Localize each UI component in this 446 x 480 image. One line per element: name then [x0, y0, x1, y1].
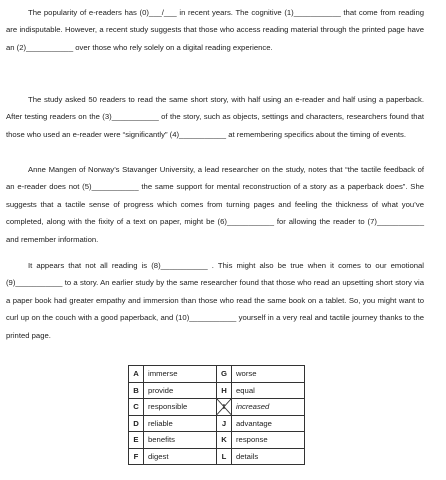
option-word: details [232, 448, 305, 465]
option-letter: C [129, 399, 144, 416]
word-bank-row [129, 415, 305, 432]
crossed-out-letter [217, 399, 232, 416]
option-letter: L [217, 448, 232, 465]
option-word: reliable [144, 415, 217, 432]
word-bank-row [129, 448, 305, 465]
option-word: responsible [144, 399, 217, 416]
option-word: provide [144, 382, 217, 399]
option-word: advantage [232, 415, 305, 432]
option-word: digest [144, 448, 217, 465]
option-letter: A [129, 366, 144, 383]
option-letter: B [129, 382, 144, 399]
passage-paragraph-3 [6, 161, 424, 248]
passage-paragraph-2 [6, 91, 424, 143]
cross-out-mark-icon [217, 399, 231, 415]
paragraph-text: It appears that not all reading is (8)___________ . This might also be true when it comes to our emotional (9)___________ to a story. An earlier study by the same researcher found that those who read an upsetting short story via a paper book had greater empathy and immersion than those who read the same book on a tablet. So, you might want to curl up on the couch with a good paperback, and (10)___________ yourself in a very real and tactile journey thanks to the printed page. [6, 261, 424, 340]
passage-paragraph-4 [6, 257, 424, 344]
word-bank-table [128, 365, 305, 465]
option-word: immerse [144, 366, 217, 383]
option-word: increased [232, 399, 305, 416]
option-letter: K [217, 432, 232, 449]
option-letter: F [129, 448, 144, 465]
word-bank-row [129, 382, 305, 399]
word-bank-row [129, 432, 305, 449]
option-letter: H [217, 382, 232, 399]
passage-paragraph-1 [6, 4, 424, 56]
paragraph-text: The study asked 50 readers to read the same short story, with half using an e-reader and half using a paperback. After testing readers on the (3)___________ of the story, such as objects, settings and characters, researchers found that those who used an e-reader were “significantly” (4)___________ at remembering specifics about the timing of events. [6, 95, 424, 139]
word-bank-row [129, 366, 305, 383]
option-letter: G [217, 366, 232, 383]
option-letter: E [129, 432, 144, 449]
paragraph-text: Anne Mangen of Norway’s Stavanger University, a lead researcher on the study, notes that “the tactile feedback of an e-reader does not (5)___________ the same support for mental reconstruction of a story as a paperback does”. She suggests that a tactile sense of progress which comes from turning pages and feeling the thickness of what you’ve completed, along with the fixity of a text on paper, might be (6)___________ for allowing the reader to (7)___________ and remember information. [6, 165, 424, 244]
option-word: worse [232, 366, 305, 383]
paragraph-text: The popularity of e-readers has (0)___/___ in recent years. The cognitive (1)___________ that come from reading are indisputable. However, a recent study suggests that those who access reading material through the printed page have an (2)___________ over those who rely solely on a digital reading experience. [6, 8, 424, 52]
option-letter: D [129, 415, 144, 432]
option-word: equal [232, 382, 305, 399]
option-letter: J [217, 415, 232, 432]
option-word: response [232, 432, 305, 449]
option-word: benefits [144, 432, 217, 449]
word-bank-row [129, 399, 305, 416]
